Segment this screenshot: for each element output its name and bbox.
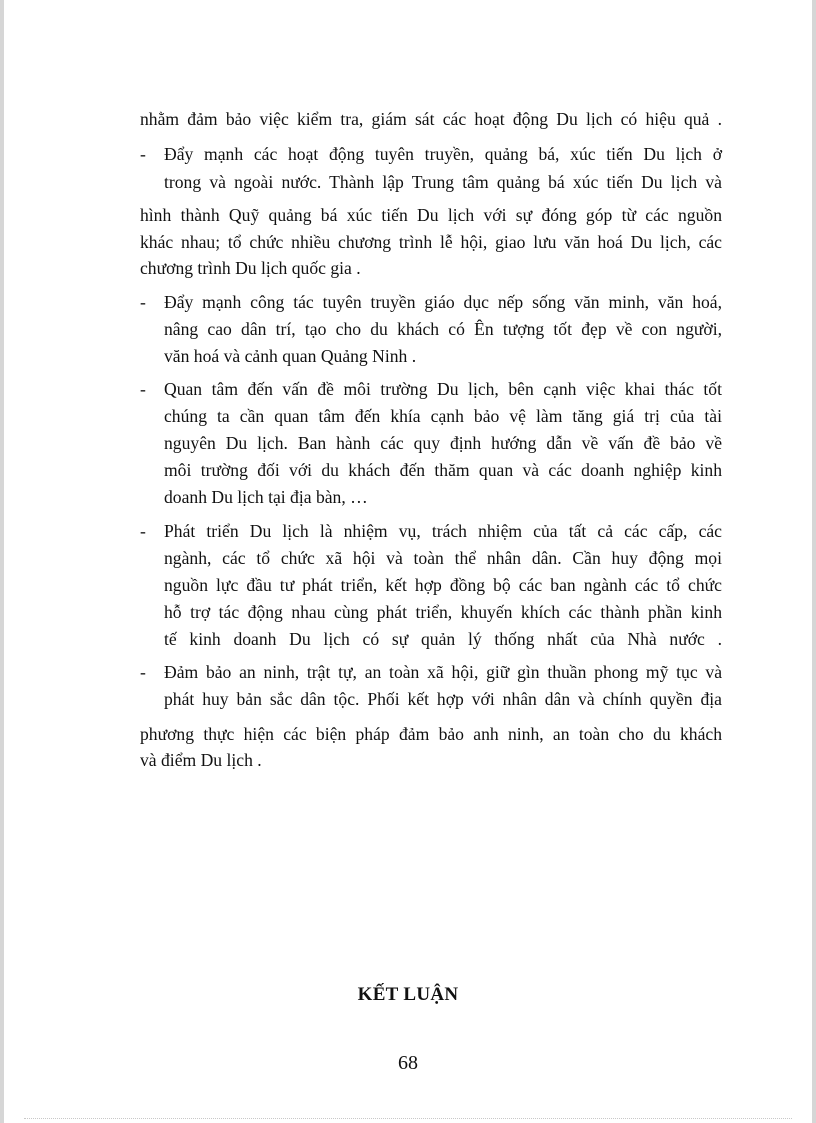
paragraph-line: Đẩy mạnh các hoạt động tuyên truyền, quảng bá, xúc tiến Du lịch ở [164, 144, 722, 164]
paragraph-line: trong và ngoài nước. Thành lập Trung tâm quảng bá xúc tiến Du lịch và [164, 172, 722, 192]
paragraph-line: nguồn lực đầu tư phát triển, kết hợp đồng bộ các ban ngành các tổ chức [164, 575, 722, 595]
page-number: 68 [398, 1052, 418, 1074]
paragraph-line: chương trình Du lịch quốc gia . [140, 258, 361, 278]
paragraph-line: Đảm bảo an ninh, trật tự, an toàn xã hội, giữ gìn thuần phong mỹ tục và [164, 662, 722, 682]
section-heading: KẾT LUẬN [357, 984, 459, 1005]
page-bottom-divider [24, 1118, 792, 1119]
paragraph-line: văn hoá và cảnh quan Quảng Ninh . [164, 346, 417, 366]
paragraph-line: và điểm Du lịch . [140, 750, 262, 770]
paragraph-line: khác nhau; tổ chức nhiều chương trình lễ hội, giao lưu văn hoá Du lịch, các [140, 232, 722, 252]
paragraph-line: Phát triển Du lịch là nhiệm vụ, trách nhiệm của tất cả các cấp, các [164, 521, 722, 541]
paragraph-line: tế kinh doanh Du lịch có sự quản lý thống nhất của Nhà nước . [164, 629, 722, 649]
paragraph-line: hình thành Quỹ quảng bá xúc tiến Du lịch với sự đóng góp từ các nguồn [140, 205, 722, 225]
bullet-dash: - [140, 292, 146, 312]
bullet-dash: - [140, 144, 146, 164]
bullet-dash: - [140, 521, 146, 541]
bullet-dash: - [140, 662, 146, 682]
paragraph-line: Đẩy mạnh công tác tuyên truyền giáo dục nếp sống văn minh, văn hoá, [164, 292, 722, 312]
bullet-dash: - [140, 379, 146, 399]
paragraph-line: phát huy bản sắc dân tộc. Phối kết hợp với nhân dân và chính quyền địa [164, 689, 722, 709]
paragraph-line: nhằm đảm bảo việc kiểm tra, giám sát các hoạt động Du lịch có hiệu quả . [140, 109, 722, 129]
paragraph-line: chúng ta cần quan tâm đến khía cạnh bảo vệ làm tăng giá trị của tài [164, 406, 722, 426]
paragraph-line: nâng cao dân trí, tạo cho du khách có Ên tượng tốt đẹp về con người, [164, 319, 722, 339]
paragraph-line: Quan tâm đến vấn đề môi trường Du lịch, bên cạnh việc khai thác tốt [164, 379, 722, 399]
paragraph-line: ngành, các tổ chức xã hội và toàn thể nhân dân. Cần huy động mọi [164, 548, 722, 568]
paragraph-line: hỗ trợ tác động nhau cùng phát triển, khuyến khích các thành phần kinh [164, 602, 722, 622]
paragraph-line: doanh Du lịch tại địa bàn, … [164, 487, 368, 507]
paragraph-line: nguyên Du lịch. Ban hành các quy định hướng dẫn về vấn đề bảo về [164, 433, 722, 453]
paragraph-line: phương thực hiện các biện pháp đảm bảo anh ninh, an toàn cho du khách [140, 724, 722, 744]
paragraph-line: môi trường đối với du khách đến thăm quan và các doanh nghiệp kinh [164, 460, 722, 480]
